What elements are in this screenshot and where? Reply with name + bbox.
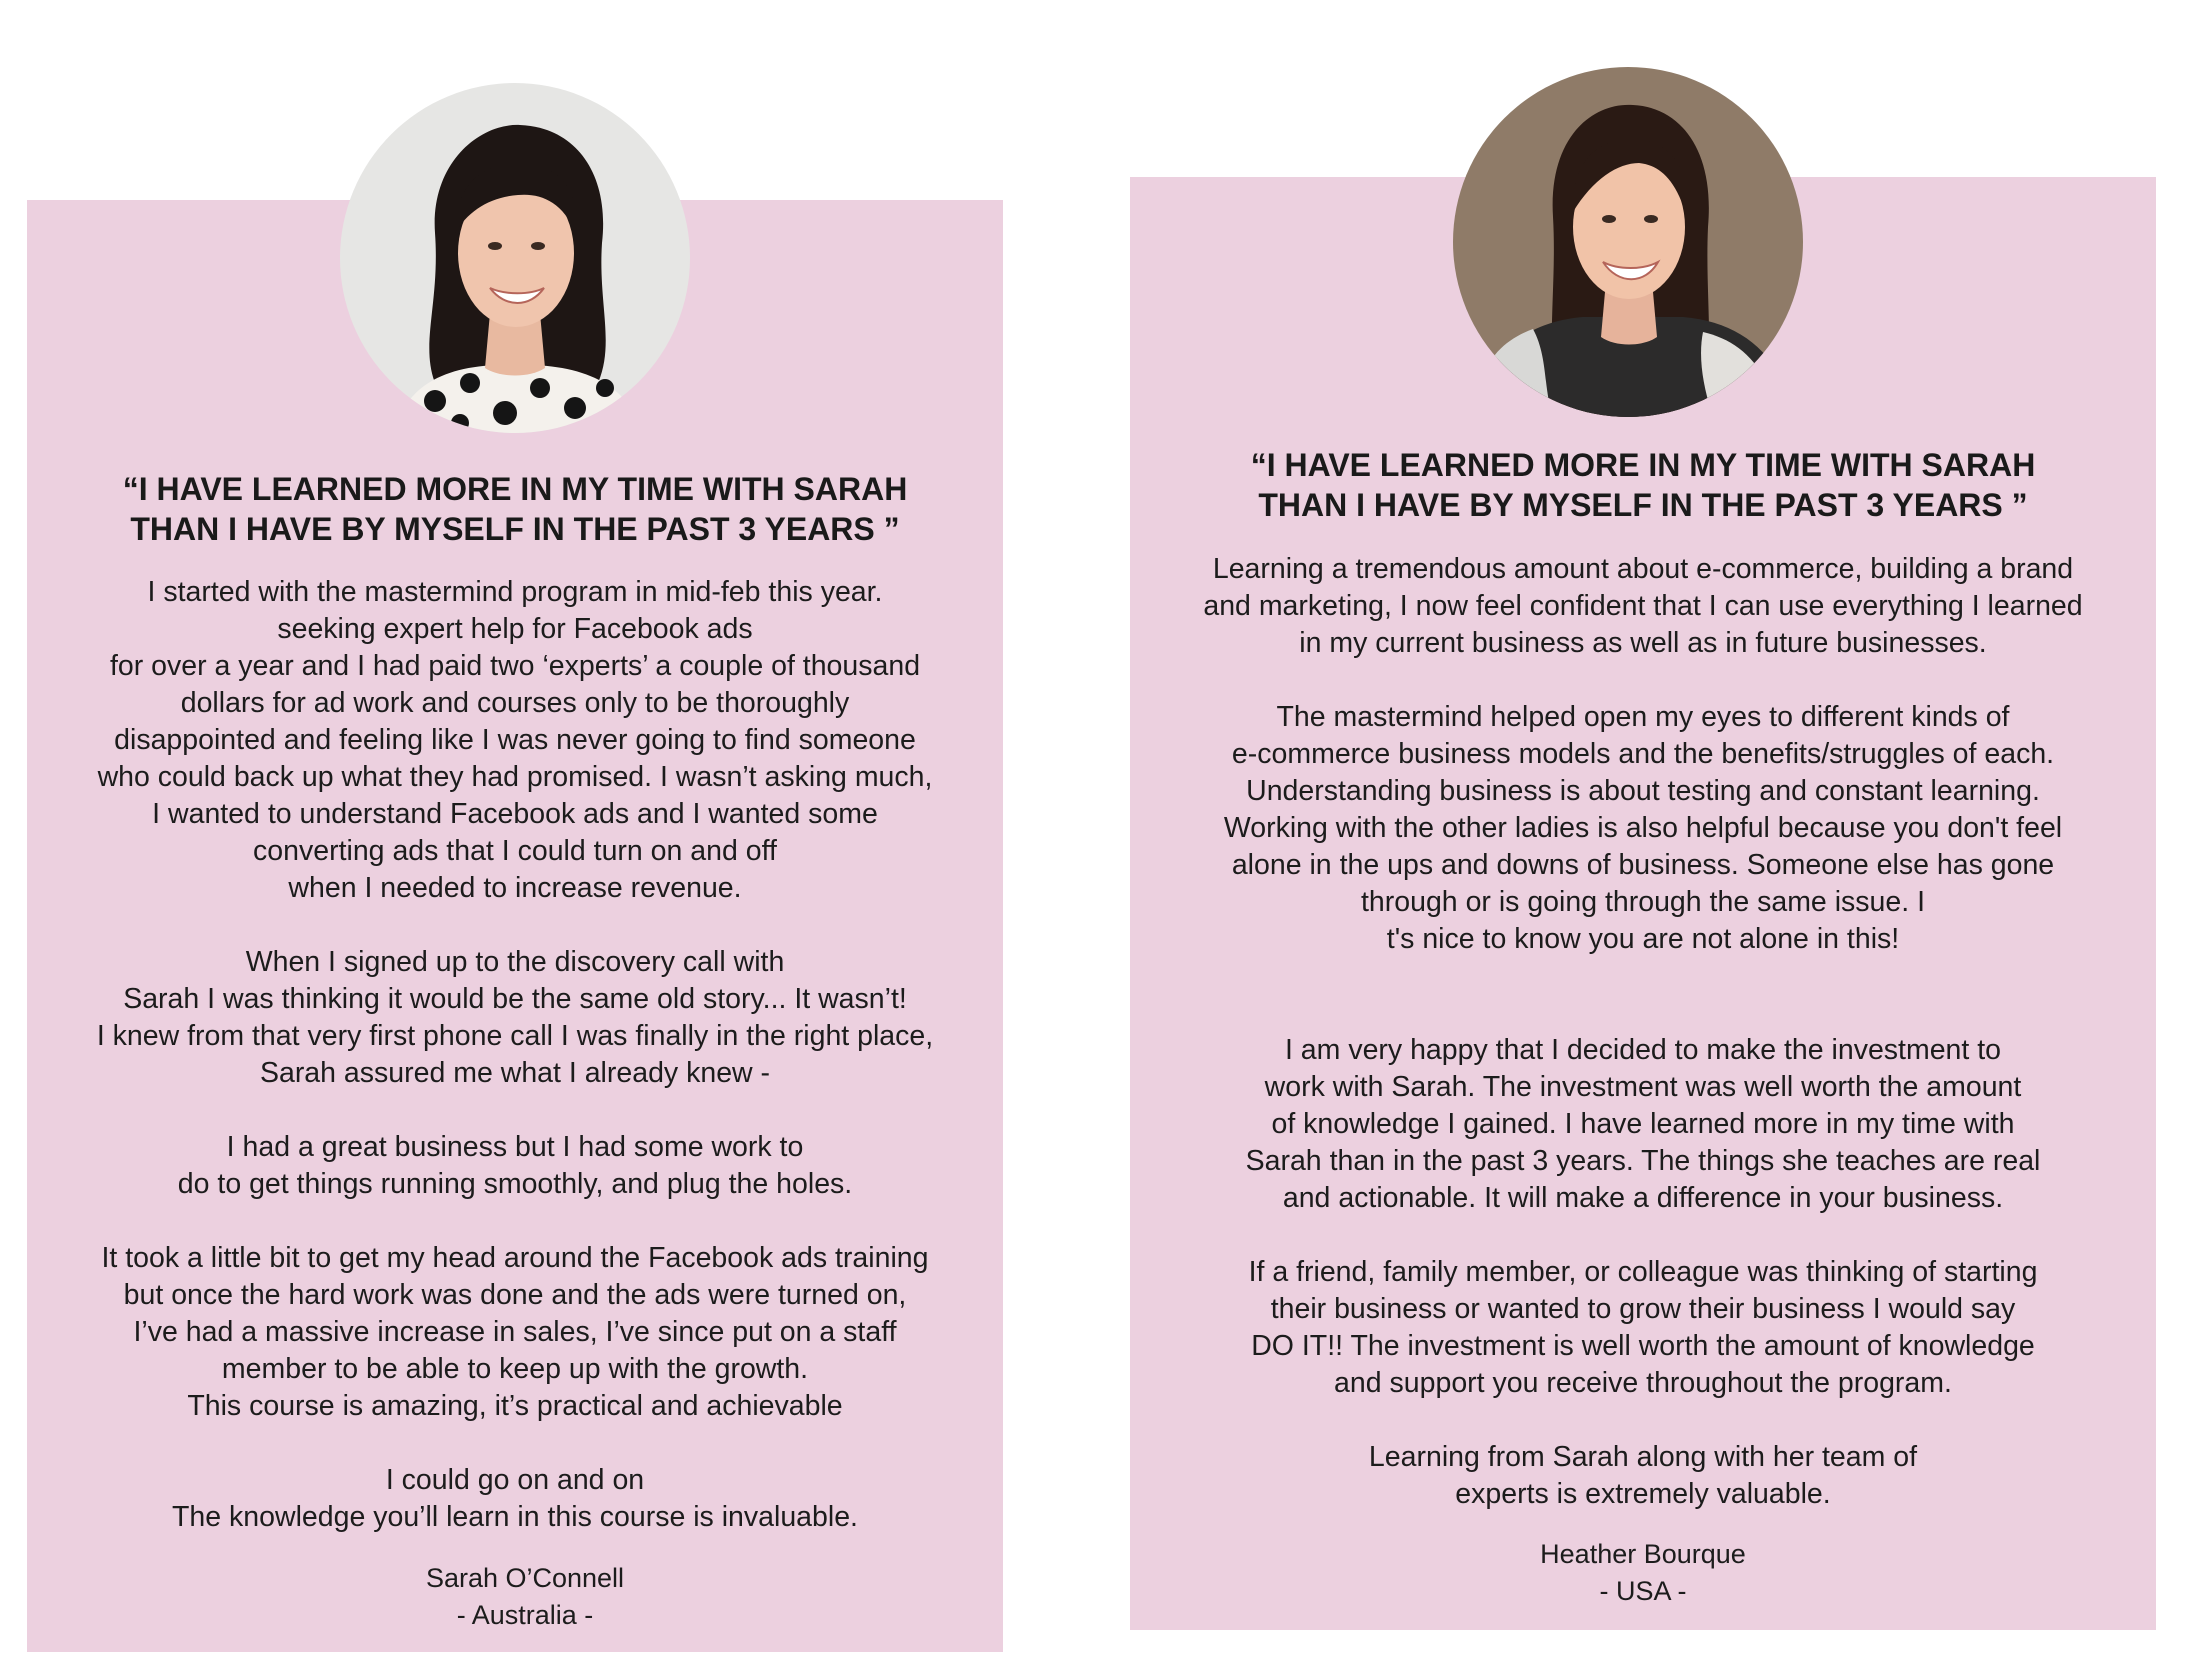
- body-line: Sarah assured me what I already knew -: [259, 1057, 771, 1089]
- body-line: I’ve had a massive increase in sales, I’ve since put on a staff: [133, 1316, 897, 1348]
- body-line: and support you receive throughout the program.: [1334, 1367, 1952, 1399]
- body-line: The mastermind helped open my eyes to different kinds of: [1276, 701, 2010, 733]
- avatar-heather-bourque: [1453, 67, 1803, 417]
- testimonial-body-left: [27, 574, 1003, 1536]
- body-line: who could back up what they had promised. I wasn’t asking much,: [97, 761, 933, 793]
- body-line: The knowledge you’ll learn in this course is invaluable.: [172, 1501, 858, 1533]
- avatar-sarah-oconnell: [340, 83, 690, 433]
- testimonial-body-right: [1130, 551, 2156, 1513]
- body-line: Learning from Sarah along with her team of: [1368, 1441, 1918, 1473]
- heading-line: “I HAVE LEARNED MORE IN MY TIME WITH SARAH: [1250, 447, 2036, 483]
- paragraph-gap: [1130, 958, 2156, 1032]
- author-location: - Australia -: [456, 1600, 594, 1630]
- body-line: It took a little bit to get my head around the Facebook ads training: [101, 1242, 929, 1274]
- body-line: dollars for ad work and courses only to be thoroughly: [180, 687, 850, 719]
- body-line: t's nice to know you are not alone in this!: [1386, 923, 1900, 955]
- body-line: Sarah I was thinking it would be the same old story... It wasn’t!: [123, 983, 907, 1015]
- body-line: for over a year and I had paid two ‘experts’ a couple of thousand: [109, 650, 921, 682]
- body-line: DO IT!! The investment is well worth the amount of knowledge: [1251, 1330, 2035, 1362]
- paragraph-gap: [1130, 1217, 2156, 1254]
- body-line: and marketing, I now feel confident that I can use everything I learned: [1203, 590, 2083, 622]
- author-name: Sarah O’Connell: [425, 1563, 625, 1593]
- paragraph-gap: [27, 1425, 1003, 1462]
- body-line: and actionable. It will make a difference in your business.: [1282, 1182, 2004, 1214]
- body-line: through or is going through the same issue. I: [1360, 886, 1925, 918]
- testimonial-signature-left: [27, 1560, 1023, 1634]
- body-line: Learning a tremendous amount about e-commerce, building a brand: [1212, 553, 2074, 585]
- body-line: their business or wanted to grow their business I would say: [1270, 1293, 2016, 1325]
- body-line: When I signed up to the discovery call with: [245, 946, 785, 978]
- testimonial-signature-right: [1130, 1536, 2156, 1610]
- woman-portrait-icon: [1453, 67, 1803, 417]
- body-line: If a friend, family member, or colleague was thinking of starting: [1248, 1256, 2038, 1288]
- body-line: work with Sarah. The investment was well worth the amount: [1264, 1071, 2022, 1103]
- body-line: in my current business as well as in future businesses.: [1299, 627, 1987, 659]
- body-line: but once the hard work was done and the ads were turned on,: [123, 1279, 907, 1311]
- body-line: I had a great business but I had some work to: [226, 1131, 804, 1163]
- author-location: - USA -: [1599, 1576, 1687, 1606]
- testimonial-heading-left: [27, 469, 1003, 549]
- heading-line: THAN I HAVE BY MYSELF IN THE PAST 3 YEARS ”: [130, 511, 900, 547]
- body-line: e-commerce business models and the benefits/struggles of each.: [1231, 738, 2055, 770]
- body-line: I could go on and on: [385, 1464, 645, 1496]
- body-line: do to get things running smoothly, and plug the holes.: [177, 1168, 853, 1200]
- body-line: experts is extremely valuable.: [1455, 1478, 1831, 1510]
- body-line: Sarah than in the past 3 years. The things she teaches are real: [1245, 1145, 2041, 1177]
- body-line: I am very happy that I decided to make the investment to: [1284, 1034, 2002, 1066]
- body-line: of knowledge I gained. I have learned more in my time with: [1271, 1108, 2015, 1140]
- paragraph-gap: [27, 907, 1003, 944]
- author-name: Heather Bourque: [1540, 1539, 1746, 1569]
- woman-portrait-icon: [340, 83, 690, 433]
- body-line: This course is amazing, it’s practical and achievable: [187, 1390, 843, 1422]
- heading-line: THAN I HAVE BY MYSELF IN THE PAST 3 YEARS ”: [1258, 487, 2028, 523]
- testimonial-heading-right: [1130, 445, 2156, 525]
- body-line: when I needed to increase revenue.: [288, 872, 742, 904]
- paragraph-gap: [1130, 662, 2156, 699]
- body-line: disappointed and feeling like I was never going to find someone: [114, 724, 916, 756]
- body-line: I wanted to understand Facebook ads and I wanted some: [152, 798, 878, 830]
- body-line: converting ads that I could turn on and off: [253, 835, 777, 867]
- paragraph-gap: [1130, 1402, 2156, 1439]
- body-line: Understanding business is about testing and constant learning.: [1246, 775, 2040, 807]
- body-line: I knew from that very first phone call I was finally in the right place,: [96, 1020, 934, 1052]
- paragraph-gap: [27, 1092, 1003, 1129]
- body-line: member to be able to keep up with the growth.: [221, 1353, 809, 1385]
- body-line: seeking expert help for Facebook ads: [277, 613, 753, 645]
- paragraph-gap: [27, 1203, 1003, 1240]
- body-line: I started with the mastermind program in mid-feb this year.: [147, 576, 883, 608]
- body-line: Working with the other ladies is also helpful because you don't feel: [1223, 812, 2063, 844]
- heading-line: “I HAVE LEARNED MORE IN MY TIME WITH SARAH: [122, 471, 908, 507]
- body-line: alone in the ups and downs of business. Someone else has gone: [1231, 849, 2055, 881]
